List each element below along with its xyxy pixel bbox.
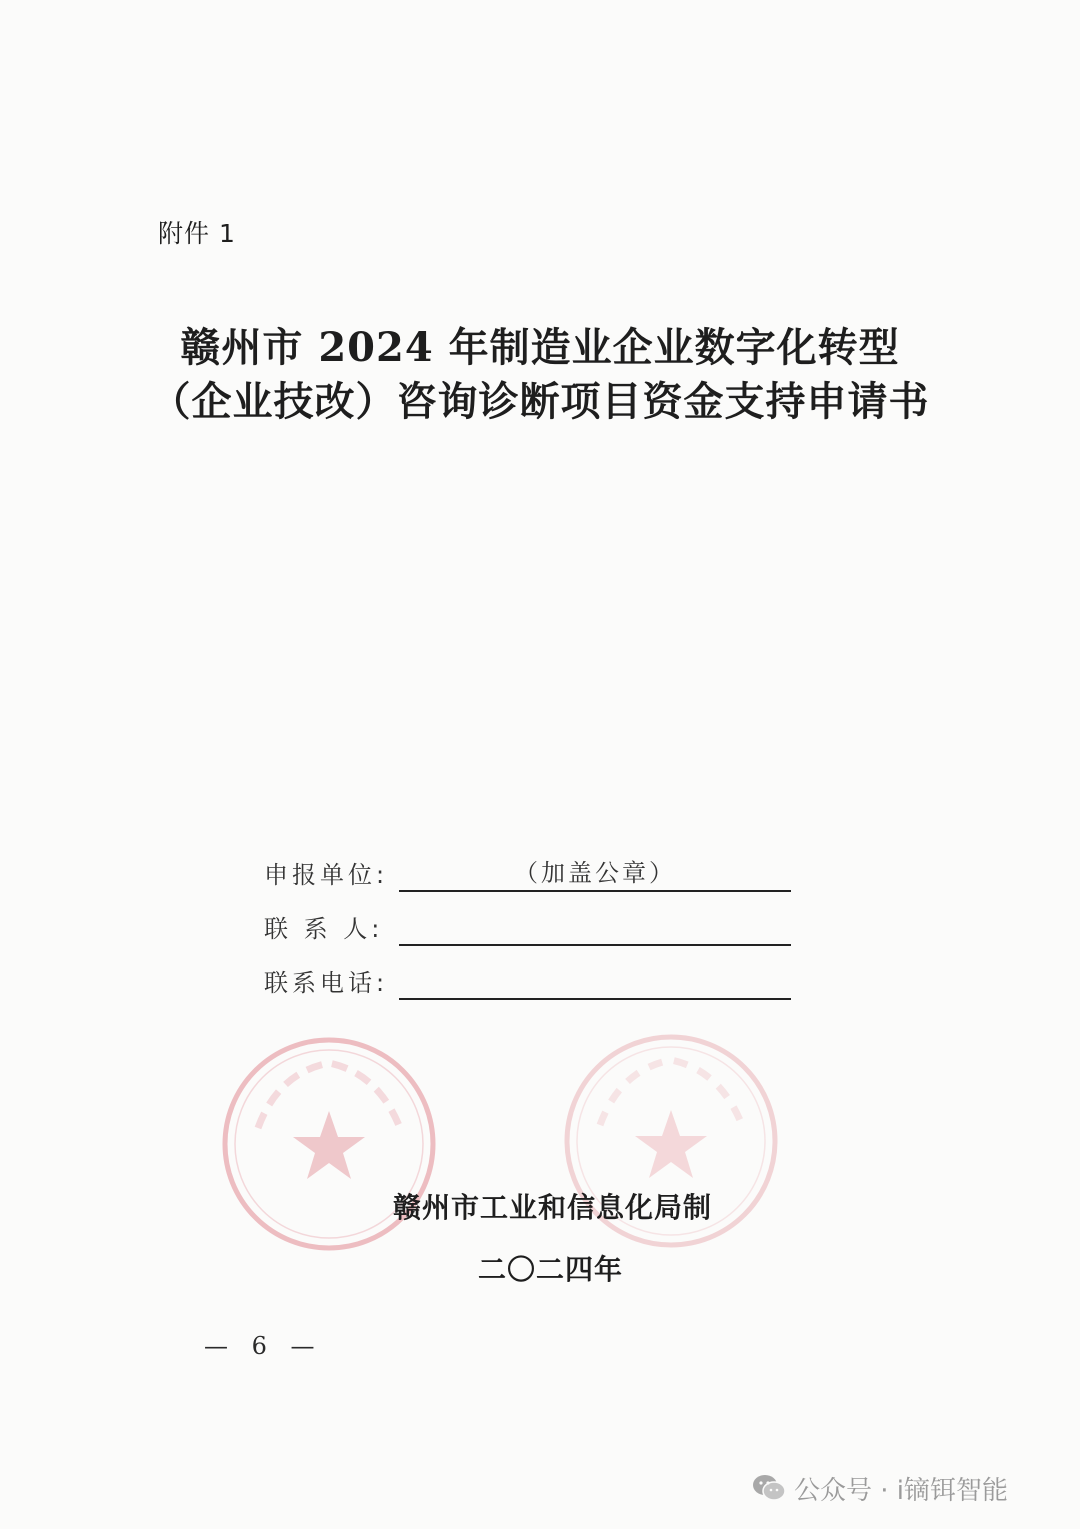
- issuer-name: 赣州市工业和信息化局制: [393, 1191, 713, 1224]
- document-title-line-2: （企业技改）咨询诊断项目资金支持申请书: [150, 378, 930, 425]
- attachment-label: 附件 1: [158, 219, 236, 248]
- page-number: — 6 —: [204, 1332, 323, 1360]
- contact-phone-line: [399, 998, 791, 1000]
- watermark-text: 公众号 · i镝铒智能: [794, 1475, 1009, 1506]
- applicant-unit-stamp-note: （加盖公章）: [514, 859, 676, 887]
- contact-person-label: 联 系 人:: [264, 915, 384, 943]
- applicant-unit-line: [399, 890, 791, 892]
- applicant-unit-label: 申报单位:: [264, 861, 389, 889]
- contact-person-line: [399, 944, 791, 946]
- watermark: [752, 1466, 1008, 1510]
- contact-phone-label: 联系电话:: [264, 969, 389, 997]
- document-title-line-1: 赣州市 2024 年制造业企业数字化转型: [180, 324, 900, 371]
- issue-year: 二〇二四年: [478, 1253, 624, 1286]
- wechat-icon: [752, 1473, 786, 1503]
